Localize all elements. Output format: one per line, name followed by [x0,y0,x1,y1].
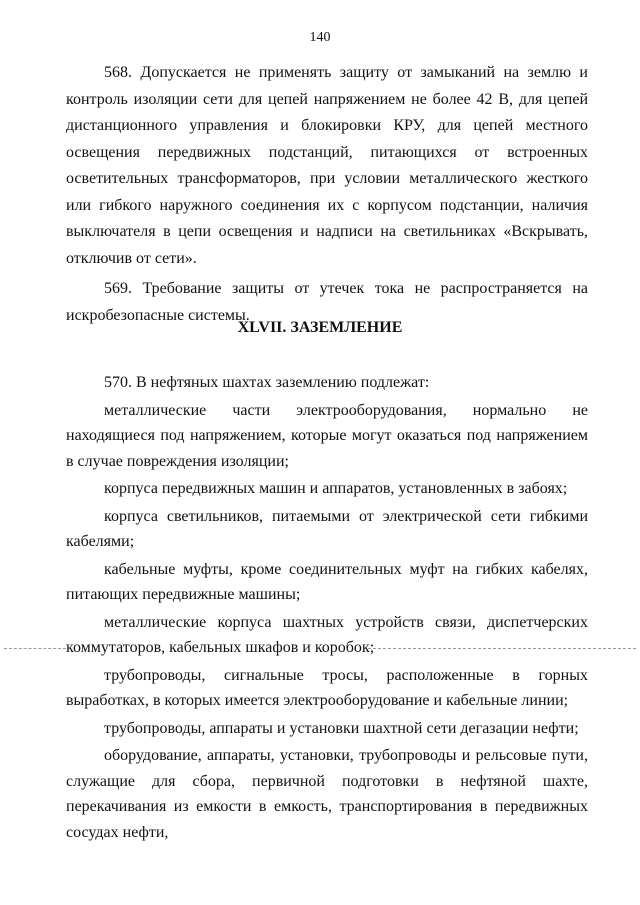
list-item: металлические корпуса шахтных устройств связи, диспетчерских коммутаторов, кабельных шкафов и коробок; [66,613,588,656]
list-item: кабельные муфты, кроме соединительных муфт на гибких кабелях, питающих передвижные машины; [66,560,588,603]
section-heading: XLVII. ЗАЗЕМЛЕНИЕ [237,319,403,336]
list-item: корпуса передвижных машин и аппаратов, установленных в забоях; [104,480,568,497]
list-item: корпуса светильников, питаемыми от электрической сети гибкими кабелями; [66,507,588,550]
scan-artifact-line [4,648,66,649]
page-number: 140 [309,30,331,45]
paragraph-568: 568. Допускается не применять защиту от замыканий на землю и контроль изоляции сети для цепей напряжением не более 42 В, для цепей дистанционного управления и блокировки КРУ, для цепей местного освещения передвижных подстанций, питающихся от встроенных осветительных трансформаторов, при условии металлического жесткого или гибкого наружного соединения их с корпусом подстанции, наличия выключателя в цепи освещения и надписи на светильниках «Вскрывать, отключив от сети». [66,64,588,267]
paragraph-569: 569. Требование защиты от утечек тока не распространяется на искробезопасные системы. [66,280,588,324]
list-item: трубопроводы, аппараты и установки шахтной сети дегазации нефти; [104,719,579,737]
grounding-section [66,370,588,845]
list-item: оборудование, аппараты, установки, трубопроводы и рельсовые пути, служащие для сбора, первичной подготовки в нефтяной шахте, перекачивания из емкости в емкость, транспортирования в передвижных сосудах нефти, [66,747,588,841]
paragraph-570-intro: 570. В нефтяных шахтах заземлению подлежат: [104,374,430,391]
scan-artifact-line [368,648,636,649]
list-item: металлические части электрооборудования, нормально не находящиеся под напряжением, которые могут оказаться под напряжением в случае повреждения изоляции; [66,401,588,470]
list-item: трубопроводы, сигнальные тросы, расположенные в горных выработках, в которых имеется электрооборудование и кабельные линии; [66,666,588,709]
top-paragraphs [66,60,588,329]
